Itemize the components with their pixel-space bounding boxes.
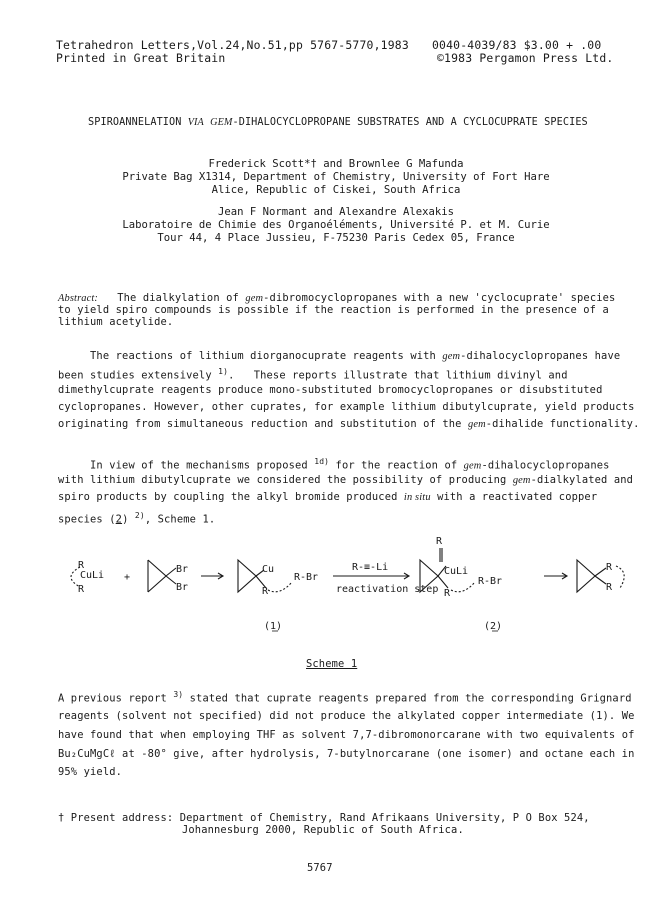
abstract-line-3: lithium acetylide.: [58, 316, 174, 328]
title-part2: -DIHALOCYCLOPROPANE SUBSTRATES AND A CYCLOCUPRATE SPECIES: [232, 117, 588, 128]
title-via: VIA: [187, 117, 204, 128]
scheme-r-top: R: [436, 536, 443, 547]
affiliation-line-4: Tour 44, 4 Place Jussieu, F-75230 Paris Cedex 05, France: [157, 232, 515, 244]
para2-line-3: spiro products by coupling the alkyl bromide produced in situ with a reactivated copper: [58, 491, 598, 503]
abstract-line-2: to yield spiro compounds is possible if the reaction is performed in the presence of a: [58, 304, 609, 316]
scheme-culi-2: CuLi: [444, 566, 469, 577]
affiliation-line-1: Private Bag X1314, Department of Chemistry, University of Fort Hare: [122, 171, 550, 183]
abstract-line-1: Abstract: The dialkylation of gem-dibromocyclopropanes with a new 'cyclocuprate' species: [58, 292, 616, 304]
scheme-r-int2: R: [444, 588, 451, 599]
page-number: 5767: [307, 862, 333, 874]
para2-line-1: In view of the mechanisms proposed $^{1d)}$ for the reaction of gem-dihalocyclopropanes: [58, 457, 610, 472]
scheme-r-lower: R: [78, 584, 85, 595]
footnote-line-1: † Present address: Department of Chemistry, Rand Afrikaans University, P O Box 524,: [58, 812, 590, 824]
paper-title: [88, 117, 588, 128]
para2-line-4: species (2) $^{2)}$, Scheme 1.: [58, 511, 216, 526]
scheme-r-prod-top: R: [606, 562, 613, 573]
para1-line-1: The reactions of lithium diorganocuprate reagents with gem-dihalocyclopropanes have: [58, 350, 621, 362]
scheme-plus: +: [124, 572, 131, 583]
scheme-cu: Cu: [262, 564, 275, 575]
affiliation-line-3: Laboratoire de Chimie des Organoéléments, Université P. et M. Curie: [122, 219, 550, 231]
scheme-br-2: Br: [176, 582, 189, 593]
abstract-label: Abstract:: [58, 293, 99, 304]
cyclopropane-1-bonds: [148, 560, 166, 592]
scheme-rbr-1: R-Br: [294, 572, 319, 583]
copyright: ©1983 Pergamon Press Ltd.: [437, 51, 614, 65]
scheme-arrow-bottom: reactivation step: [336, 584, 439, 595]
journal-citation: Tetrahedron Letters,Vol.24,No.51,pp 5767-5770,1983: [56, 38, 409, 52]
scheme-r-prod-bot: R: [606, 582, 613, 593]
price-code: 0040-4039/83 $3.00 + .00: [432, 38, 602, 52]
para1-line-4: cyclopropanes. However, other cuprates, for example lithium dibutylcuprate, yield products: [58, 401, 635, 413]
para2-line-2: with lithium dibutylcuprate we considered the possibility of producing gem-dialkylated and: [58, 474, 634, 486]
para3-line-4: Bu₂CuMgCℓ at -80° give, after hydrolysis, 7-butylnorcarane (one isomer) and octane each in: [58, 748, 635, 760]
scheme-arrow-top: R-≡-Li: [352, 562, 389, 573]
title-part1: SPIROANNELATION: [88, 117, 188, 128]
scheme-1-diagram: [0, 530, 672, 650]
footnote-line-2: Johannesburg 2000, Republic of South Africa.: [182, 824, 464, 836]
scheme-label-2: (2): [484, 621, 503, 632]
para3-line-5: 95% yield.: [58, 766, 123, 778]
para3-line-2: reagents (solvent not specified) did not produce the alkylated copper intermediate (1). We: [58, 710, 635, 722]
title-gem: GEM: [210, 117, 233, 128]
para3-line-3: have found that when employing THF as solvent 7,7-dibromonorcarane with two equivalents of: [58, 729, 635, 741]
scheme-rbr-2: R-Br: [478, 576, 503, 587]
para1-line-3: dimethylcuprate reagents produce mono-substituted bromocyclopropanes or disubstituted: [58, 384, 603, 396]
authors-line-1: Frederick Scott*† and Brownlee G Mafunda: [208, 158, 464, 170]
affiliation-line-2: Alice, Republic of Ciskei, South Africa: [211, 184, 461, 196]
authors-line-2: Jean F Normant and Alexandre Alexakis: [218, 206, 454, 218]
alkyne-bond: [440, 548, 442, 562]
scheme-r-upper: R: [78, 560, 85, 571]
scheme-culi: CuLi: [80, 570, 105, 581]
para1-line-5: originating from simultaneous reduction and substitution of the gem-dihalide functionality.: [58, 418, 640, 430]
printed-in: Printed in Great Britain: [56, 51, 226, 65]
scheme-caption: Scheme 1: [306, 658, 358, 670]
para3-line-1: A previous report $^{3)}$ stated that cuprate reagents prepared from the corresponding Grignard: [58, 690, 632, 705]
scheme-r-int1: R: [262, 586, 269, 597]
scheme-label-1: (1): [264, 621, 283, 632]
para1-line-2: been studies extensively $^{1)}$. These reports illustrate that lithium divinyl and: [58, 367, 568, 382]
scheme-br-1: Br: [176, 564, 189, 575]
